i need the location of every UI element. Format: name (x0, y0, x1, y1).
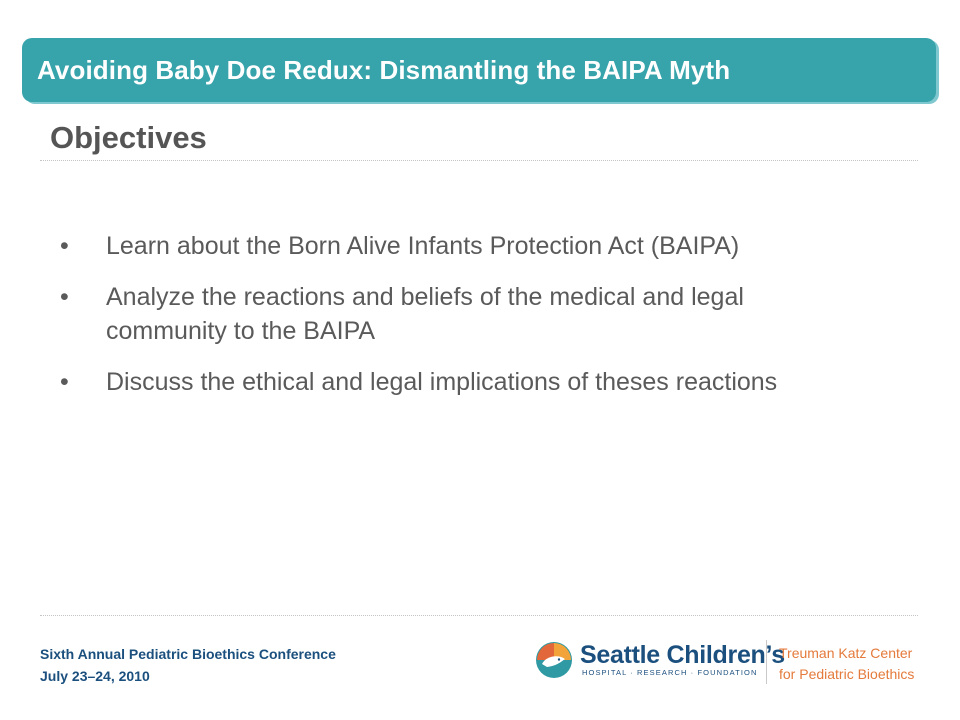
heading-divider (40, 160, 918, 161)
logo-tagline: HOSPITAL · RESEARCH · FOUNDATION (582, 668, 758, 677)
center-name-line2: for Pediatric Bioethics (779, 666, 915, 682)
seattle-childrens-logo (534, 640, 785, 680)
bullet-icon: • (60, 232, 69, 260)
footer-divider (40, 615, 918, 616)
logo-name: Seattle Children’s (580, 641, 785, 669)
bullet-icon: • (60, 368, 69, 396)
center-name-line1: Treuman Katz Center (779, 645, 913, 661)
slide-heading: Objectives (50, 120, 207, 155)
objectives-list (60, 229, 860, 416)
bullet-icon: • (60, 283, 69, 311)
title-banner (22, 38, 936, 102)
list-item (60, 365, 860, 399)
bioethics-center (779, 643, 914, 685)
conference-title: Sixth Annual Pediatric Bioethics Conference (40, 646, 336, 662)
list-item-text: Learn about the Born Alive Infants Protection Act (BAIPA) (106, 232, 740, 260)
conference-dates: July 23–24, 2010 (40, 668, 150, 684)
list-item-text: Analyze the reactions and beliefs of the medical and legal community to the BAIPA (106, 283, 744, 345)
conference-info (40, 643, 336, 687)
list-item-text: Discuss the ethical and legal implications of theses reactions (106, 368, 778, 396)
logo-divider (766, 640, 767, 684)
whale-logo-icon (534, 640, 574, 680)
banner-title: Avoiding Baby Doe Redux: Dismantling the BAIPA Myth (37, 54, 731, 85)
list-item (60, 229, 860, 263)
list-item (60, 280, 860, 348)
